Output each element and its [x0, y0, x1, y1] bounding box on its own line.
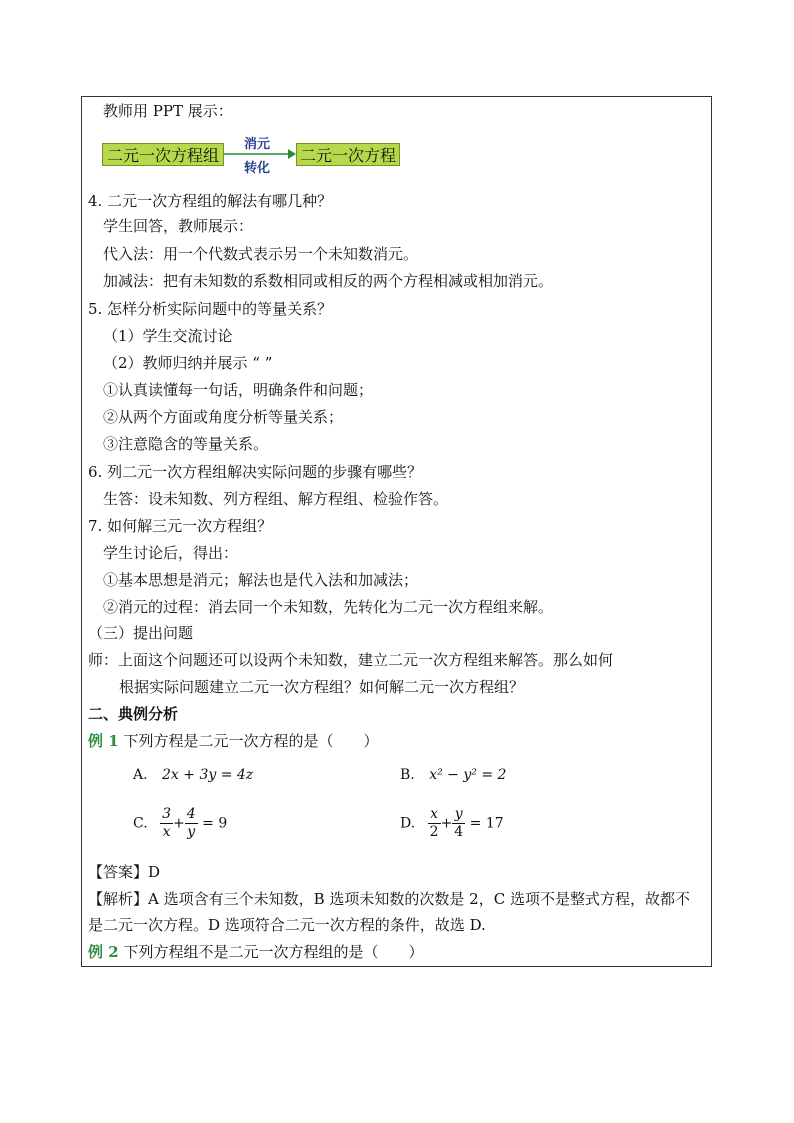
intro-text: 教师用 PPT 展示：: [103, 102, 233, 120]
option-c: C. $\frac{3}{x}$ + $\frac{4}{y}$ = 9: [133, 806, 228, 840]
q7-title: 7. 如何解三元一次方程组？: [88, 517, 273, 535]
example1-label: 例 1: [88, 732, 119, 750]
example1-answer: [88, 862, 160, 882]
q7-line: ②消元的过程：消去同一个未知数，先转化为二元一次方程组来解。: [103, 598, 554, 616]
option-a-label: A.: [133, 767, 148, 783]
analysis-text: A 选项含有三个未知数，B 选项未知数的次数是 2，C 选项不是整式方程，故都不: [148, 890, 690, 908]
option-c-label: C.: [133, 815, 148, 832]
section3-line: 师：上面这个问题还可以设两个未知数，建立二元一次方程组来解答。那么如何: [88, 651, 614, 669]
section3-line: 根据实际问题建立二元一次方程组？如何解二元一次方程组？: [119, 678, 525, 696]
arrow-icon: [224, 147, 296, 161]
section-examples-title: 二、典例分析: [88, 705, 179, 723]
q5-line: （2）教师归纳并展示 “ ”: [103, 354, 273, 372]
diagram-left-box: 二元一次方程组: [102, 143, 224, 166]
q6-line: 生答：设未知数、列方程组、解方程组、检验作答。: [103, 490, 449, 508]
q7-line: ①基本思想是消元；解法也是代入法和加减法；: [103, 571, 419, 589]
analysis-tag: 【解析】: [88, 890, 149, 908]
q4-line: 学生回答，教师展示：: [103, 217, 254, 235]
q7-line: 学生讨论后，得出：: [103, 544, 239, 562]
q5-line: ③注意隐含的等量关系。: [103, 435, 269, 453]
diagram-top-label: 消元: [244, 137, 271, 152]
option-a: [133, 765, 253, 785]
option-a-expr: 2x + 3y = 4z: [162, 767, 254, 783]
q4-title: 4. 二元一次方程组的解法有哪几种？: [88, 192, 333, 210]
option-d-fraction: $\frac{y}{4}$: [454, 806, 464, 840]
q5-line: ①认真读懂每一句话，明确条件和问题；: [103, 381, 374, 399]
example1-question: [88, 731, 378, 751]
option-c-fraction: $\frac{4}{y}$: [186, 806, 196, 840]
option-b-expr: x² − y² = 2: [429, 767, 507, 783]
answer-value: D: [148, 863, 161, 881]
conversion-diagram: [102, 133, 402, 176]
option-d-fraction: $\frac{x}{2}$: [429, 806, 439, 840]
example2-question: [88, 942, 423, 962]
example1-text: 下列方程是二元一次方程的是（ ）: [123, 732, 379, 750]
q5-line: （1）学生交流讨论: [103, 327, 233, 345]
q4-line: 加减法：把有未知数的系数相同或相反的两个方程相减或相加消元。: [103, 272, 554, 290]
option-c-fraction: $\frac{3}{x}$: [162, 806, 172, 840]
q5-line: ②从两个方面或角度分析等量关系；: [103, 408, 344, 426]
diagram-bottom-label: 转化: [244, 161, 271, 176]
option-d-label: D.: [400, 815, 416, 832]
example2-label: 例 2: [88, 943, 119, 961]
option-d: D. $\frac{x}{2}$ + $\frac{y}{4}$ = 17: [400, 806, 504, 840]
q5-title: 5. 怎样分析实际问题中的等量关系？: [88, 300, 333, 318]
section3-title: （三）提出问题: [88, 624, 194, 642]
option-b-label: B.: [400, 767, 415, 783]
q6-title: 6. 列二元一次方程组解决实际问题的步骤有哪些？: [88, 463, 423, 481]
answer-tag: 【答案】: [88, 863, 149, 881]
q4-line: 代入法：用一个代数式表示另一个未知数消元。: [103, 245, 419, 263]
option-c-rest: = 9: [202, 815, 228, 832]
option-d-rest: = 17: [469, 815, 504, 832]
diagram-right-box: 二元一次方程: [296, 143, 400, 166]
example1-analysis-cont: 是二元一次方程。D 选项符合二元一次方程的条件，故选 D.: [88, 916, 486, 934]
example2-text: 下列方程组不是二元一次方程组的是（ ）: [123, 943, 424, 961]
example1-analysis: [88, 889, 690, 909]
option-b: [400, 765, 506, 785]
